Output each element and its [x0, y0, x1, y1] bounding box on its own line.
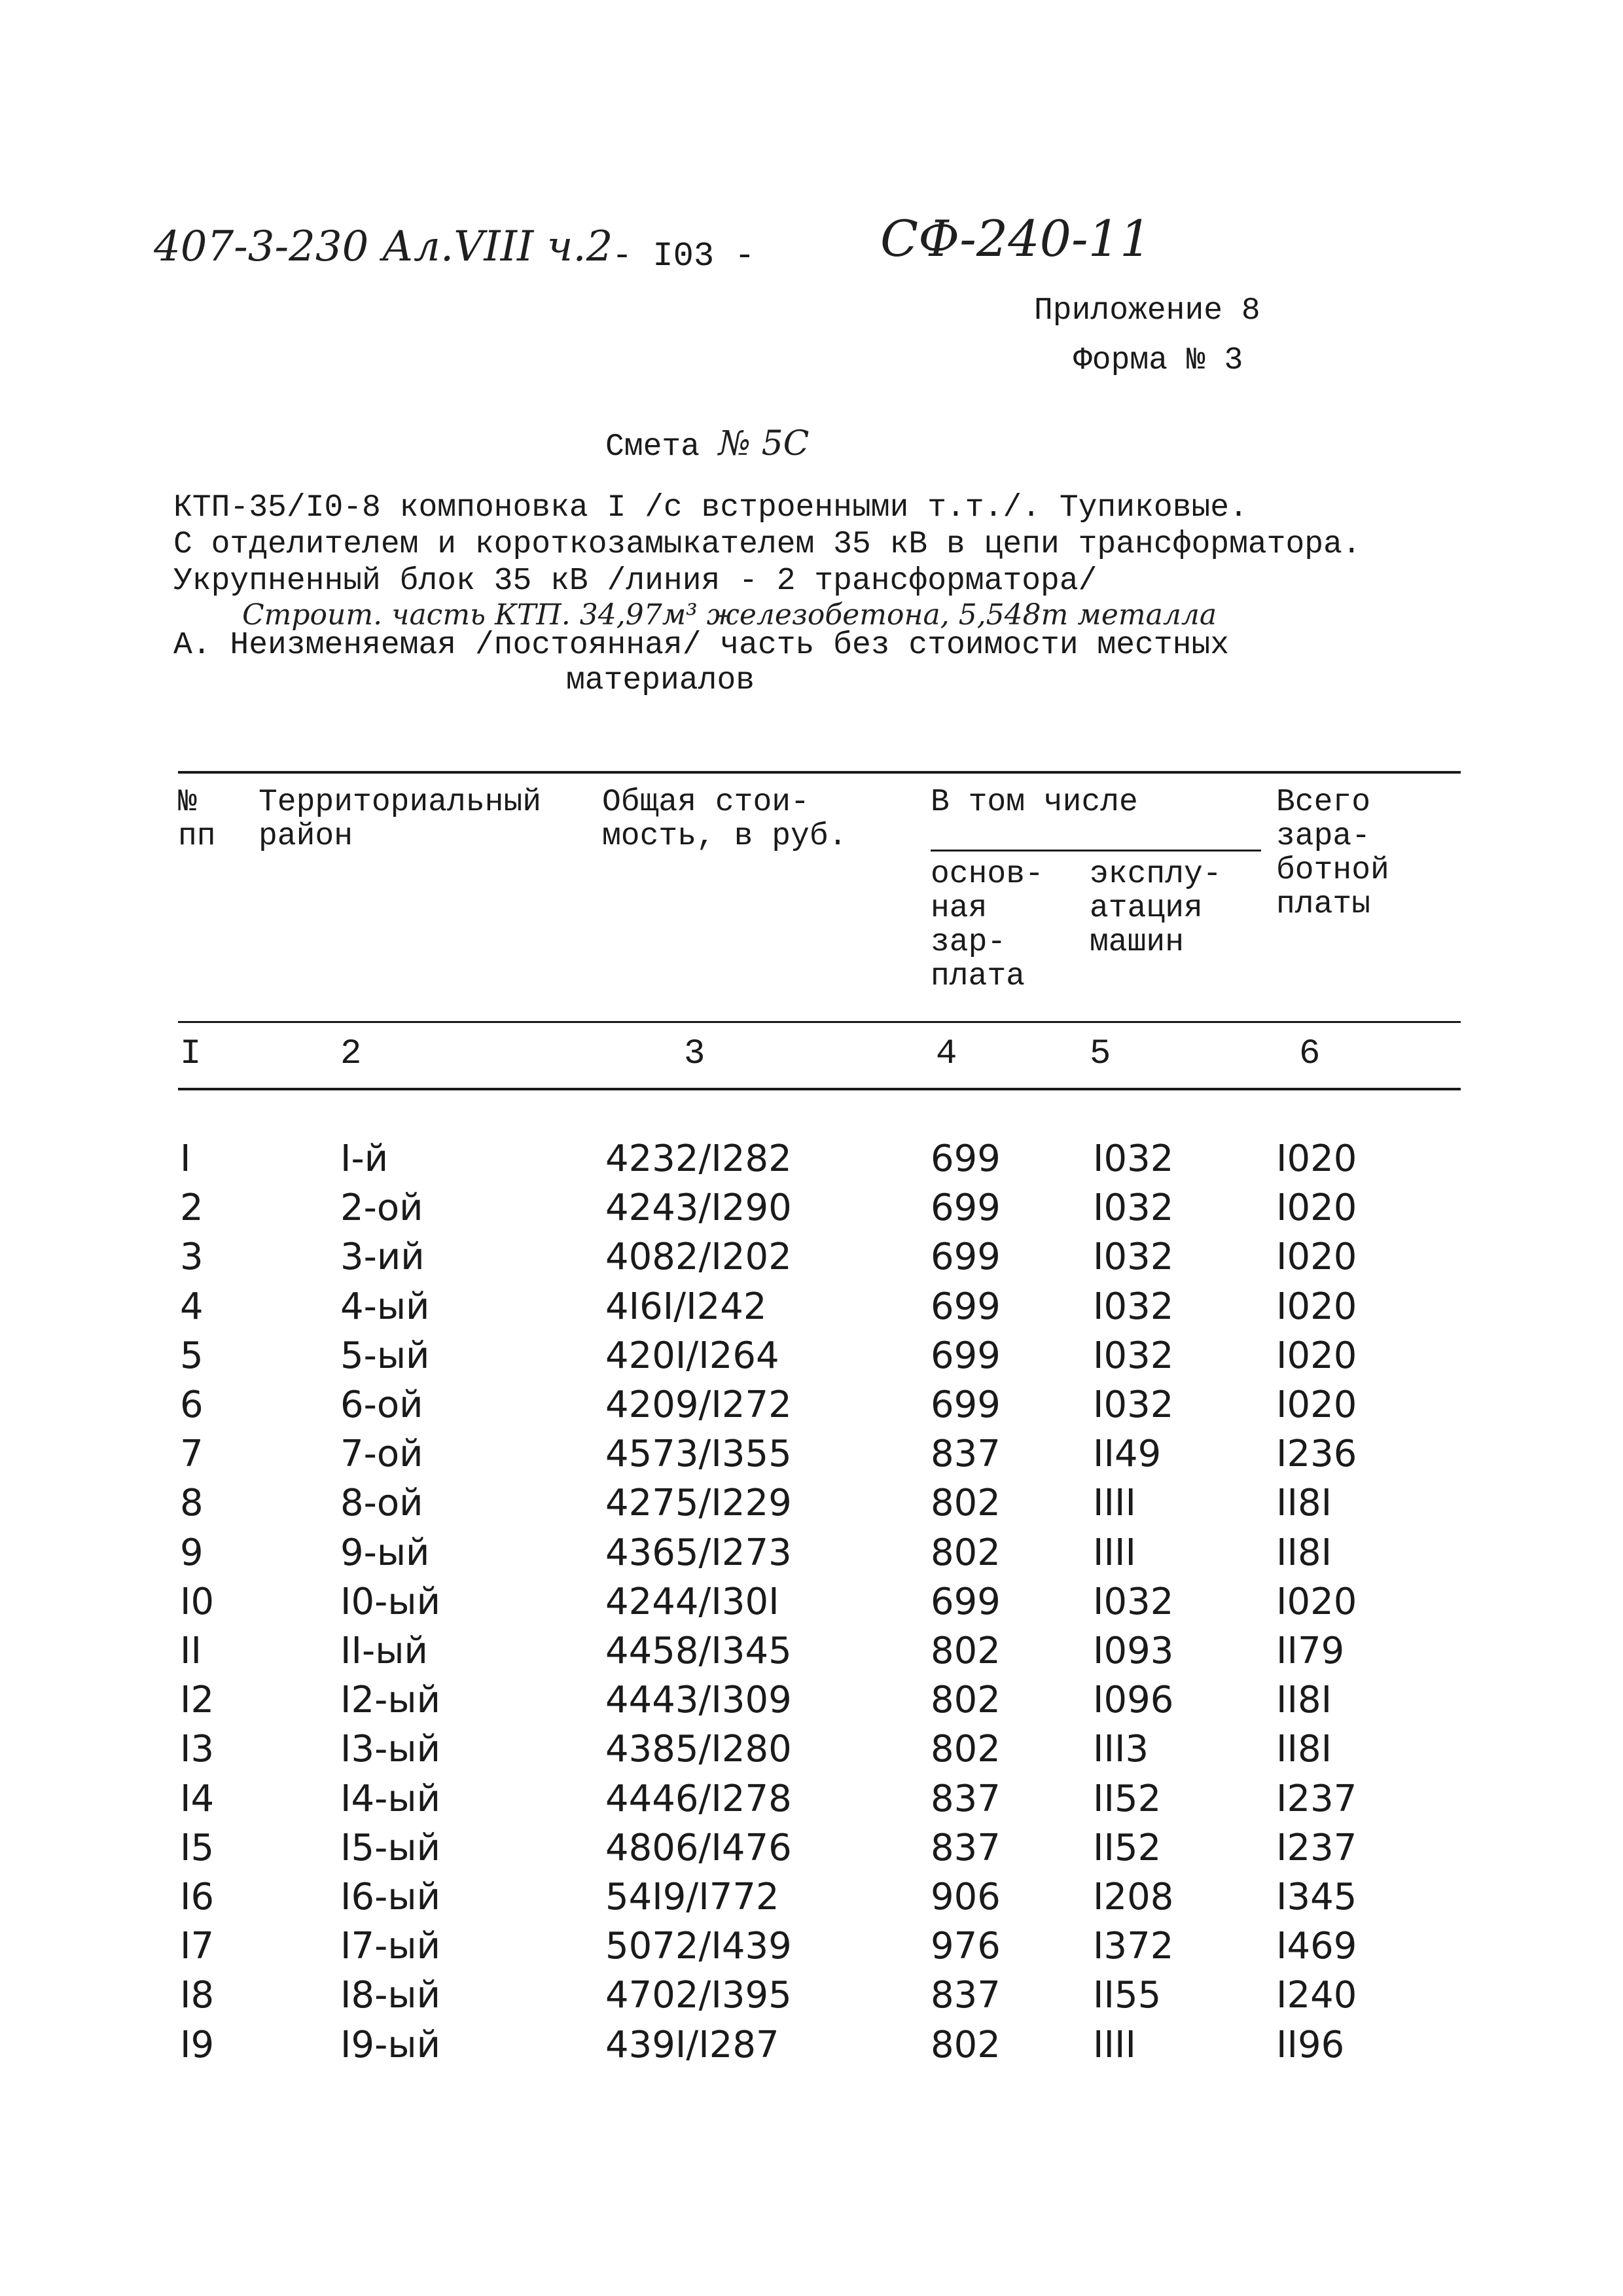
row-region: I5-ый — [340, 1827, 440, 1869]
row-machine-operation: I032 — [1093, 1335, 1174, 1377]
row-region: I6-ый — [340, 1876, 440, 1918]
form-code: СФ-240-11 — [880, 209, 1152, 268]
row-total-salary: I020 — [1276, 1285, 1357, 1328]
description-handwritten-note: Строит. часть КТП. 34,97м³ железобетона, 5,548т металла — [242, 598, 1217, 632]
row-machine-operation: I096 — [1093, 1679, 1174, 1721]
row-base-salary: 699 — [931, 1285, 1001, 1328]
row-base-salary: 906 — [931, 1876, 1001, 1918]
document-code: 407-3-230 Ал.VIII ч.2 — [154, 223, 613, 271]
row-region: I2-ый — [340, 1679, 440, 1721]
row-number: I3 — [180, 1728, 215, 1770]
row-total-cost: 4244/I30I — [605, 1581, 779, 1623]
table-row — [0, 1778, 1623, 1827]
column-number: 5 — [1090, 1034, 1111, 1074]
row-total-salary: II8I — [1276, 1728, 1332, 1770]
row-total-salary: I469 — [1276, 1925, 1357, 1967]
row-number: I6 — [180, 1876, 215, 1918]
table-row — [0, 1482, 1623, 1532]
row-region: I0-ый — [340, 1581, 440, 1623]
table-row — [0, 2024, 1623, 2073]
row-number: 5 — [180, 1335, 204, 1377]
header-region: Территориальный район — [259, 785, 542, 854]
row-machine-operation: II52 — [1093, 1778, 1162, 1820]
row-base-salary: 699 — [931, 1335, 1001, 1377]
row-region: I-й — [340, 1138, 389, 1180]
row-number: 8 — [180, 1482, 204, 1524]
row-base-salary: 699 — [931, 1384, 1001, 1426]
row-total-salary: II96 — [1276, 2024, 1345, 2066]
row-number: 4 — [180, 1285, 204, 1328]
row-base-salary: 837 — [931, 1827, 1001, 1869]
row-region: 7-ой — [340, 1433, 423, 1475]
description-line-3: Укрупненный блок 35 кВ /линия - 2 трансформатора/ — [173, 564, 1097, 599]
row-total-cost: 4443/I309 — [605, 1679, 792, 1721]
row-region: 3-ий — [340, 1236, 425, 1278]
row-total-salary: II79 — [1276, 1630, 1345, 1672]
form-number: Форма № 3 — [1073, 343, 1243, 378]
row-number: I5 — [180, 1827, 215, 1869]
row-total-salary: I020 — [1276, 1335, 1357, 1377]
row-number: I7 — [180, 1925, 215, 1967]
column-number: I — [180, 1034, 202, 1074]
row-base-salary: 837 — [931, 1974, 1001, 2017]
table-row — [0, 1433, 1623, 1482]
row-total-salary: II8I — [1276, 1482, 1332, 1524]
row-number: I4 — [180, 1778, 215, 1820]
row-region: II-ый — [340, 1630, 428, 1672]
row-base-salary: 802 — [931, 2024, 1001, 2066]
description-line-5: А. Неизменяемая /постоянная/ часть без стоимости местных — [173, 628, 1230, 663]
table-top-rule — [178, 771, 1461, 774]
row-total-cost: 54I9/I772 — [605, 1876, 779, 1918]
column-number: 4 — [936, 1034, 957, 1074]
column-number: 2 — [340, 1034, 362, 1074]
row-total-salary: I240 — [1276, 1974, 1357, 2017]
table-row — [0, 1581, 1623, 1630]
smeta-label: Смета — [605, 429, 700, 465]
row-region: I3-ый — [340, 1728, 440, 1770]
row-total-salary: I236 — [1276, 1433, 1357, 1475]
header-num: № пп — [178, 785, 216, 854]
row-region: I4-ый — [340, 1778, 440, 1820]
table-row — [0, 1532, 1623, 1581]
row-total-cost: 4243/I290 — [605, 1187, 792, 1229]
row-number: 7 — [180, 1433, 204, 1475]
row-total-salary: I020 — [1276, 1384, 1357, 1426]
appendix-label: Приложение 8 — [1034, 293, 1260, 329]
page-number: - I03 - — [612, 237, 755, 276]
row-total-cost: 4232/I282 — [605, 1138, 792, 1180]
header-including: В том числе — [931, 785, 1138, 820]
row-total-salary: I237 — [1276, 1778, 1357, 1820]
smeta-title — [605, 424, 809, 465]
row-total-salary: I020 — [1276, 1187, 1357, 1229]
row-number: I9 — [180, 2024, 215, 2066]
row-machine-operation: I032 — [1093, 1236, 1174, 1278]
header-total-cost: Общая стои- мость, в руб. — [602, 785, 847, 854]
row-total-cost: 4806/I476 — [605, 1827, 792, 1869]
row-total-cost: 4573/I355 — [605, 1433, 792, 1475]
header-machine-operation: эксплу- атация машин — [1090, 857, 1222, 960]
row-machine-operation: I032 — [1093, 1384, 1174, 1426]
row-region: 6-ой — [340, 1384, 423, 1426]
row-total-cost: 4275/I229 — [605, 1482, 792, 1524]
row-base-salary: 699 — [931, 1138, 1001, 1180]
row-base-salary: 699 — [931, 1581, 1001, 1623]
header-base-salary: основ- ная зар- плата — [931, 857, 1044, 994]
description-line-1: КТП-35/I0-8 компоновка I /с встроенными т.т./. Тупиковые. — [173, 490, 1248, 526]
row-number: I0 — [180, 1581, 215, 1623]
row-base-salary: 837 — [931, 1778, 1001, 1820]
row-machine-operation: II52 — [1093, 1827, 1162, 1869]
row-machine-operation: IIII — [1093, 1482, 1137, 1524]
row-number: II — [180, 1630, 202, 1672]
row-total-cost: 4702/I395 — [605, 1974, 792, 2017]
row-machine-operation: I372 — [1093, 1925, 1174, 1967]
row-machine-operation: II55 — [1093, 1974, 1162, 2017]
row-base-salary: 802 — [931, 1630, 1001, 1672]
table-row — [0, 1138, 1623, 1187]
row-machine-operation: I032 — [1093, 1581, 1174, 1623]
row-base-salary: 802 — [931, 1482, 1001, 1524]
row-machine-operation: IIII — [1093, 1532, 1137, 1574]
table-row — [0, 1827, 1623, 1876]
row-machine-operation: I208 — [1093, 1876, 1174, 1918]
table-row — [0, 1384, 1623, 1433]
description-line-6: материалов — [566, 663, 755, 698]
row-number: I2 — [180, 1679, 215, 1721]
row-region: 9-ый — [340, 1532, 430, 1574]
table-row — [0, 1974, 1623, 2024]
table-row — [0, 1285, 1623, 1335]
row-base-salary: 699 — [931, 1187, 1001, 1229]
row-total-cost: 4I6I/I242 — [605, 1285, 767, 1328]
column-number: 3 — [684, 1034, 705, 1074]
row-region: 5-ый — [340, 1335, 430, 1377]
row-region: 8-ой — [340, 1482, 423, 1524]
row-region: I9-ый — [340, 2024, 440, 2066]
row-base-salary: 802 — [931, 1532, 1001, 1574]
row-total-salary: I345 — [1276, 1876, 1357, 1918]
row-machine-operation: I032 — [1093, 1138, 1174, 1180]
row-total-cost: 4209/I272 — [605, 1384, 792, 1426]
row-total-salary: I020 — [1276, 1138, 1357, 1180]
row-total-cost: 4365/I273 — [605, 1532, 792, 1574]
row-number: 6 — [180, 1384, 204, 1426]
header-total-salary: Всего зара- ботной платы — [1276, 785, 1389, 922]
row-total-cost: 4385/I280 — [605, 1728, 792, 1770]
row-base-salary: 699 — [931, 1236, 1001, 1278]
row-region: 4-ый — [340, 1285, 430, 1328]
row-base-salary: 802 — [931, 1679, 1001, 1721]
row-region: 2-ой — [340, 1187, 423, 1229]
table-row — [0, 1335, 1623, 1384]
row-total-cost: 5072/I439 — [605, 1925, 792, 1967]
row-total-cost: 4446/I278 — [605, 1778, 792, 1820]
column-number: 6 — [1299, 1034, 1321, 1074]
description-line-2: С отделителем и короткозамыкателем 35 кВ в цепи трансформатора. — [173, 527, 1361, 562]
table-row — [0, 1925, 1623, 1975]
row-region: I8-ый — [340, 1974, 440, 2017]
row-base-salary: 802 — [931, 1728, 1001, 1770]
table-row — [0, 1728, 1623, 1778]
row-base-salary: 976 — [931, 1925, 1001, 1967]
row-total-cost: 4082/I202 — [605, 1236, 792, 1278]
row-number: 9 — [180, 1532, 204, 1574]
row-total-salary: I237 — [1276, 1827, 1357, 1869]
row-total-salary: I020 — [1276, 1236, 1357, 1278]
table-row — [0, 1187, 1623, 1236]
header-bottom-rule — [178, 1021, 1461, 1023]
table-row — [0, 1630, 1623, 1679]
row-number: I8 — [180, 1974, 215, 2017]
row-machine-operation: II49 — [1093, 1433, 1162, 1475]
table-row — [0, 1679, 1623, 1729]
row-machine-operation: I093 — [1093, 1630, 1174, 1672]
table-row — [0, 1236, 1623, 1285]
row-number: 2 — [180, 1187, 204, 1229]
row-base-salary: 837 — [931, 1433, 1001, 1475]
column-numbers-rule — [178, 1088, 1461, 1090]
row-total-salary: II8I — [1276, 1532, 1332, 1574]
row-total-cost: 420I/I264 — [605, 1335, 779, 1377]
row-total-cost: 439I/I287 — [605, 2024, 779, 2066]
row-region: I7-ый — [340, 1925, 440, 1967]
row-machine-operation: I032 — [1093, 1187, 1174, 1229]
row-total-salary: II8I — [1276, 1679, 1332, 1721]
row-number: I — [180, 1138, 191, 1180]
row-number: 3 — [180, 1236, 204, 1278]
row-total-salary: I020 — [1276, 1581, 1357, 1623]
table-row — [0, 1876, 1623, 1926]
row-total-cost: 4458/I345 — [605, 1630, 792, 1672]
header-sub-rule — [931, 850, 1261, 852]
row-machine-operation: I032 — [1093, 1285, 1174, 1328]
smeta-number: № 5С — [718, 424, 810, 463]
row-machine-operation: IIII — [1093, 2024, 1137, 2066]
row-machine-operation: III3 — [1093, 1728, 1149, 1770]
